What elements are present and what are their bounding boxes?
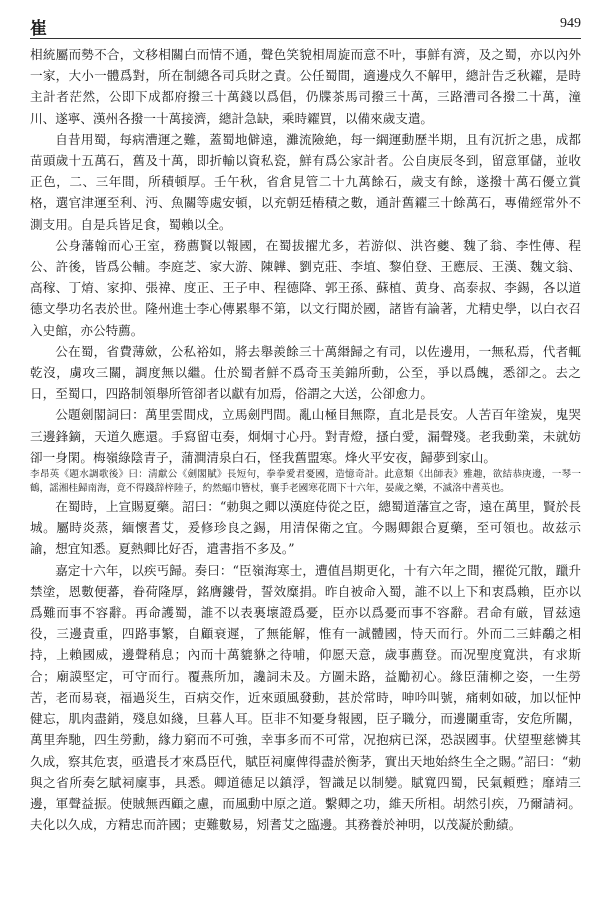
note-paragraph: 李昂英《題水調歌後》曰：淸獻公《劍閣賦》長短句，拳拳愛君憂國，造憶奇計。此意類《出師表》雅趣，欲結恭庚邊，一琴一鶴，謡湘桂歸南海，竟不得踐辞梓陸子，約然蝠巾簪杖，襄手老國寒花間下十六年，晏歲之樂，不滅洛中耆英也。 [30,469,581,495]
page-header [30,14,581,39]
paragraph: 自昔用蜀，每病漕運之難，蓋蜀地僻遠，灘流險絶，每一綱運動歷半期，且有沉折之患，成都苗頭歲十五萬石，舊及十萬，即折輸以資私瓷，鮮有爲公家計者。公自庚辰冬到，留意軍儲，並收正色，二、三年間，所積頓厚。壬午秋，省倉見管二十九萬餘石，歲支有餘，遂撥十萬石優立賞格，選官津運至利、沔、魚關等處安頓，以充朝廷樁積之數，通計舊糴三十餘萬石，專備經常外不測支用。自是兵皆足食，蜀賴以全。 [30,131,581,232]
paragraph: 公身藩翰而心王室，務薦賢以報國，在蜀拔擢尤多，若游似、洪咨夔、魏了翁、李性傳、程公、許後，皆爲公輔。李庭芝、家大游、陳韡、劉克莊、李埴、黎伯登、王應辰、王漢、魏文翁、高稼、丁焴、家抑、張禕、度正、王子申、程德降、郭王孫、蘇植、黄身、高泰叔、李錫，各以道德文學功名表於世。隆州進士李心傳累舉不第，以文行聞於國，諸皆有論著，尤精史學，以白衣召入史館，亦公特薦。 [30,237,581,338]
paragraph: 相統屬而勢不合，文移相關白而情不通，聲色笑貌相周旋而意不叶，事鮮有濟，及之蜀，亦以內外一家，大小一體爲對，所在制總各司兵財之責。公任蜀間，適邊戍久不解甲，總計告乏秋糴，是時主計者茫然，公即下成都府撥三十萬錢以爲倡，仍牒茶馬司撥三十萬，三路漕司各撥二十萬，潼川、遂寧、漢州各撥一十萬接濟，總計急缺，乘時糴買，以備來歲支遣。 [30,47,581,126]
paragraph: 在蜀時，上宣賜夏藥。詔曰：“勅與之卿以漢庭侍從之臣，總蜀道藩宣之寄，遠在萬里，賢於長城。屬時炎蒸，緬懷耆艾，爰修珍良之錫，用清保衛之宜。今賜卿銀合夏藥，至可領也。故兹示諭，想宜知悉。夏熱卿比好否，遣書指不多及。” [30,499,581,557]
page-number: 949 [560,16,581,31]
paragraph: 嘉定十六年，以疾丐歸。奏曰：“臣嶺海寒士，遭值昌期更化，十有六年之間，擢從冗散，躐升禁塗，恩數便蕃，眷荷隆厚，銘膺鏤骨，誓效糜捐。昨自被命入蜀，誰不以上下和衷爲賴，臣亦以爲難而事不容辭。再命護蜀，誰不以表裏壞證爲憂，臣亦以爲憂而事不容辭。君命有厳，冒兹遠役，三邊責重，四路事繁，自顧衰遲，了無能解，惟有一誠體國，恃天而行。外而二三蚌鷸之相持，上賴國威，邊聲稍息；內而十萬貔貅之待哺，仰愿天意，歲事薦登。而况聖度寬洪，有求斯合；廟謨堅定，可守而行。覆燕所加，讒詞未及。方圖未路，益勵初心。緣臣蒲柳之姿，一生勞苦，老而易衰，福過災生，百病交作，近來頭風發動，甚於常時，呻吟叫號，痛刺如破，加以怔忡健忘，肌肉盡銷，殘息如綫，旦暮人耳。臣非不知憂身報國，臣子職分，而邊闌重寄，安危所關，萬里奔馳，四生勞勳，緣力窮而不可強，幸事多而不可常，况抱病已深，恐誤國事。伏望聖慈憐其久成，察其危衷，亟遣長才來爲臣代，賦臣祠廩俾得盡於衡茅，實出天地始終生全之賜。”詔曰：“勅與之省所奏乞賦祠廩事，具悉。卿道德足以鎮浮，智識足以制變。賦寬四蜀，民氣頼甦；靡靖三邊，軍聲益振。使賊無西顧之慮，而風動中原之道。繫卿之功，維天所相。胡然引疾，乃爾請祠。夫化以久成，方精忠而許國；吏難數易，矧耆艾之臨邊。其務養於神明，以茂凝於勳績。 [30,562,581,833]
paragraph: 公在蜀，省費薄歛，公私裕如，將去舉羨餘三十萬緡歸之有司，以佐邊用，一無私焉，代者輒乾沒，虜攻三關，調度無以繼。仕於蜀者鮮不爲奇玉美錦所動，公至，爭以爲餽，悉卻之。去之日，至蜀口，四路制領舉所管卻者以獻有加焉，俗謂之大送，公卻愈力。 [30,343,581,402]
page-body [30,44,581,905]
header-rule [30,38,581,39]
running-title: 崔 [30,19,47,39]
paragraph: 公題劍閣詞曰：萬里雲間戍，立馬劍門間。亂山極目無際，直北是長安。人苦百年塗炭，鬼哭三邊鋒鏑，天道久應還。手寫留屯奏，炯炯寸心丹。對青燈，搔白愛，漏聲殘。老我動業，未就妨卻一身閑。梅嶺綠陰青子，蒲澗清泉白石，怪我舊盟寒。烽火平安夜，歸夢到家山。 [30,407,581,465]
